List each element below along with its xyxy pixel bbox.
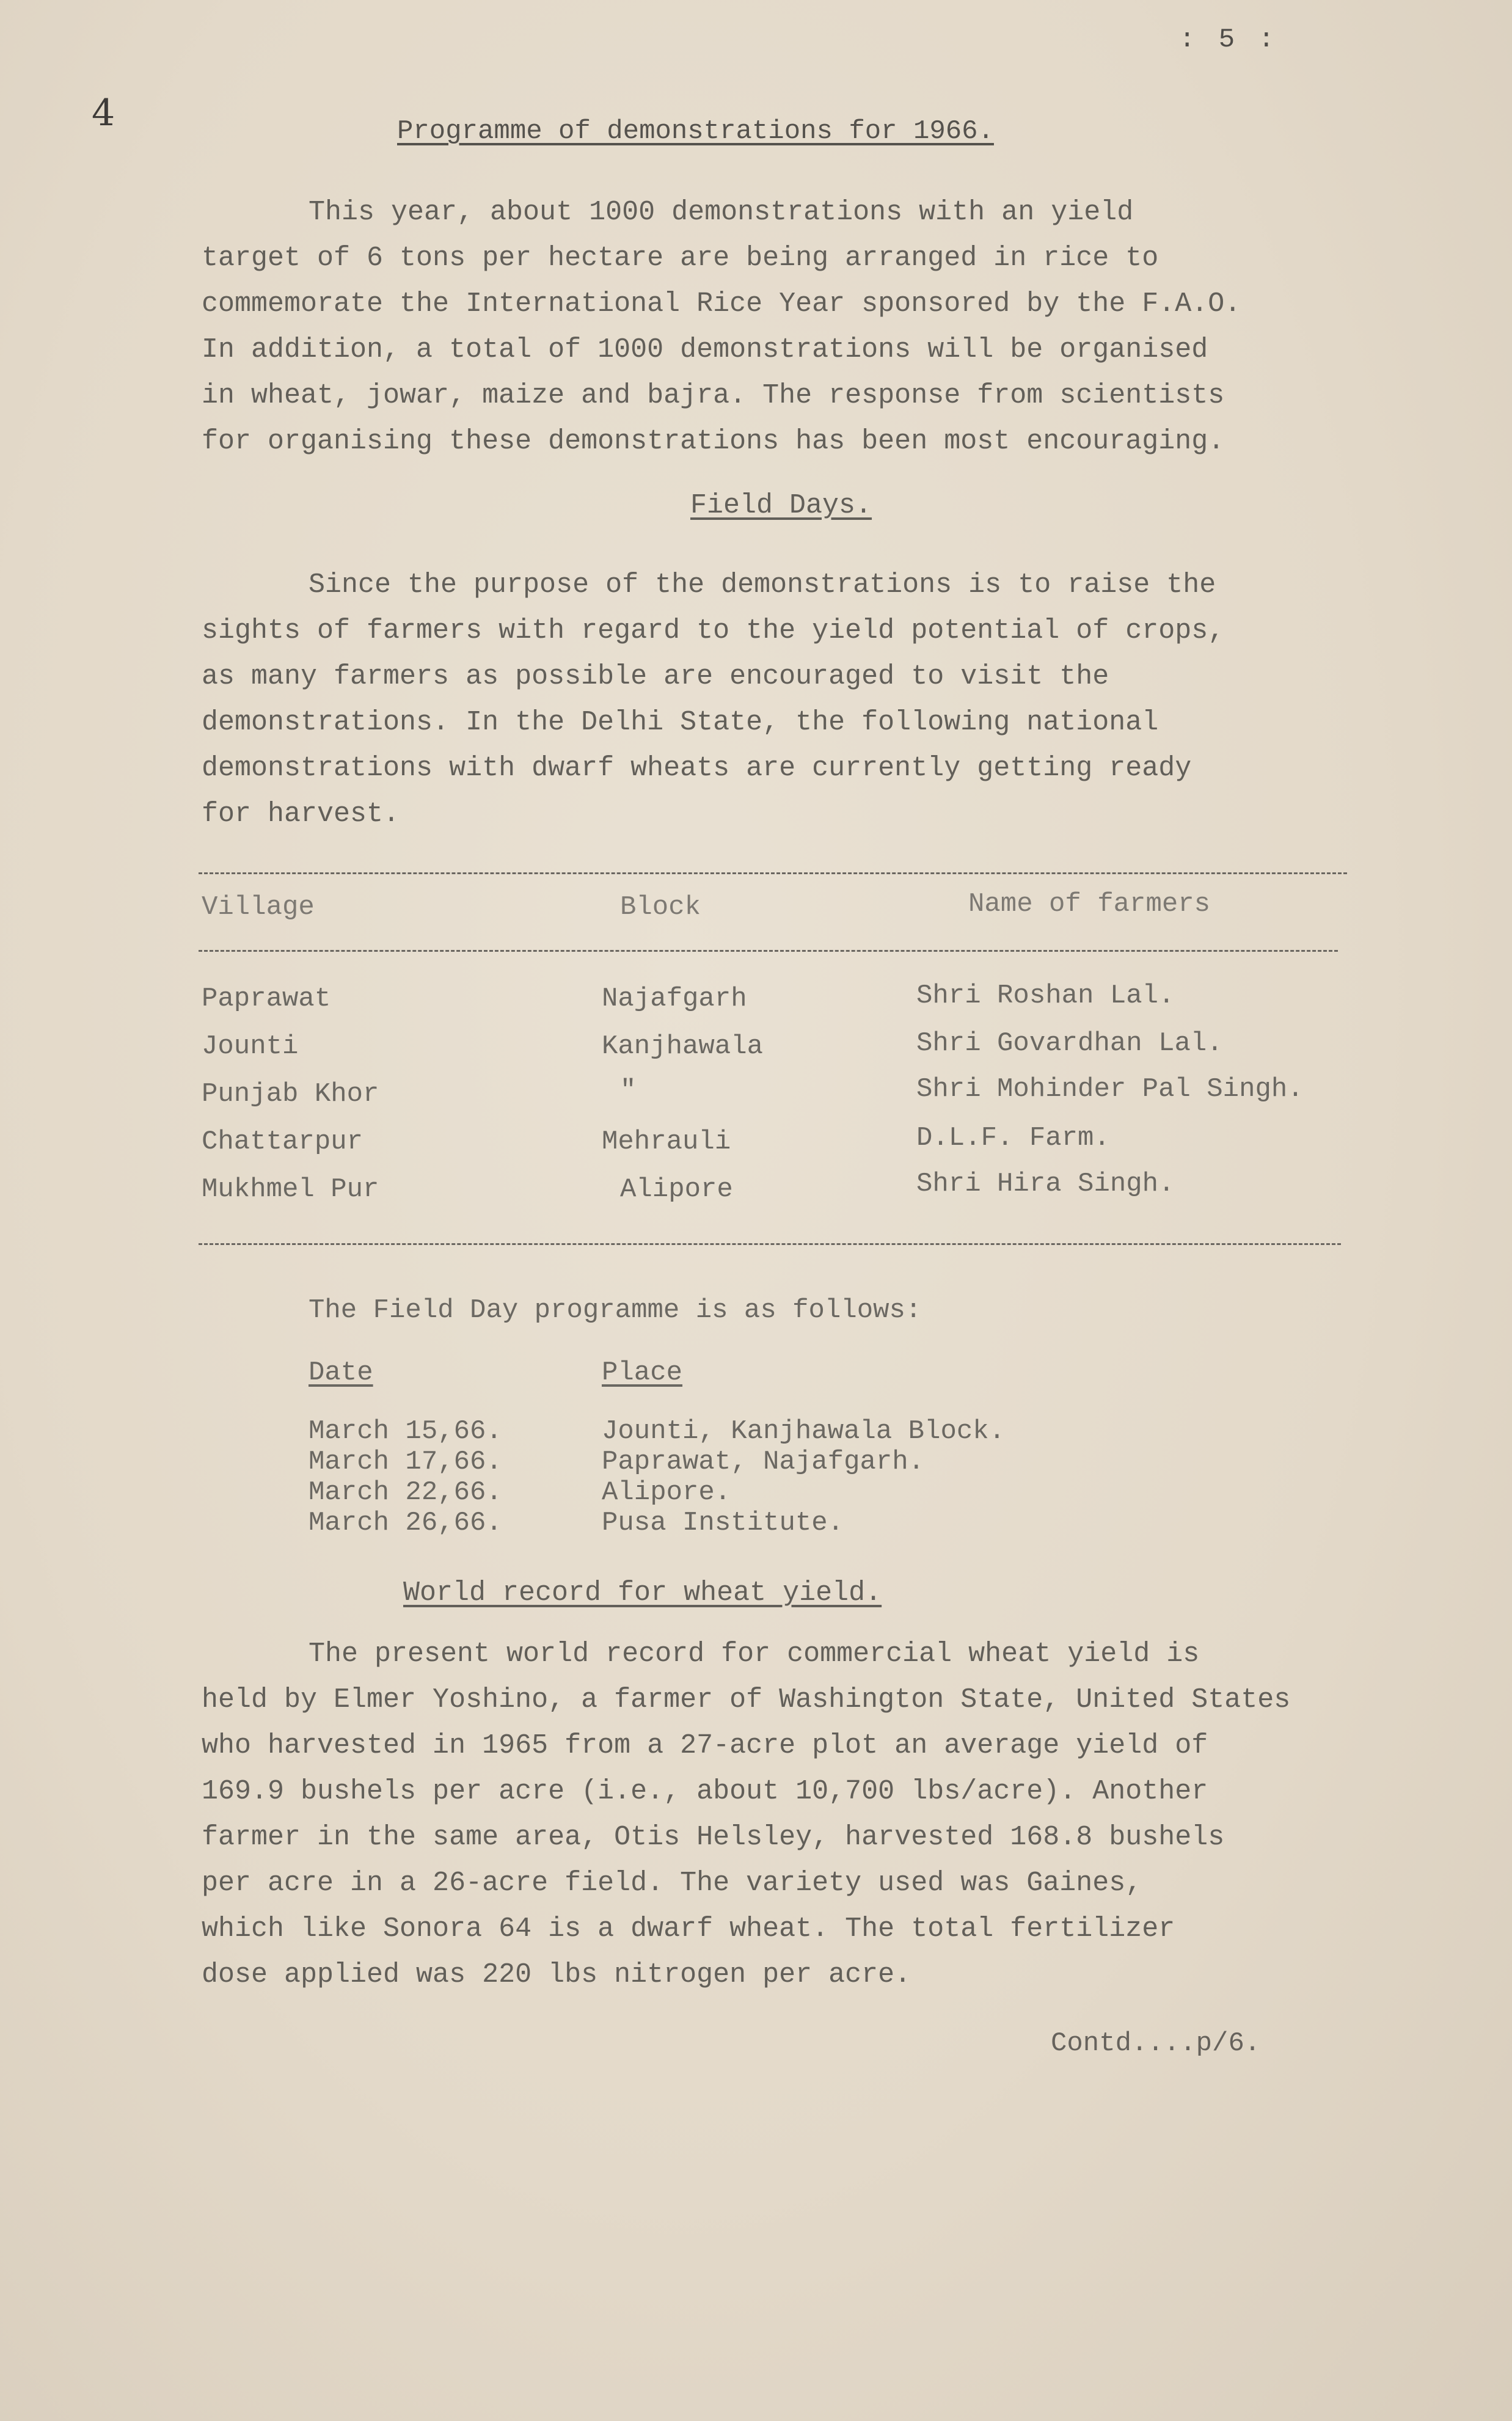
world-record-line: 169.9 bushels per acre (i.e., about 10,700 lbs/acre). Another [202,1776,1208,1807]
field-days-line: demonstrations with dwarf wheats are currently getting ready [202,753,1192,784]
field-days-line: as many farmers as possible are encouraged to visit the [202,661,1109,692]
table-cell-village: Chattarpur [202,1127,363,1157]
schedule-header-place: Place [602,1357,683,1388]
table-cell-village: Mukhmel Pur [202,1174,379,1205]
table-header-farmers: Name of farmers [968,889,1211,919]
page-number: : 5 : [1179,24,1279,55]
world-record-line: which like Sonora 64 is a dwarf wheat. The total fertilizer [202,1913,1175,1944]
table-bottom-rule [199,1243,1341,1245]
intro-line: target of 6 tons per hectare are being arranged in rice to [202,243,1159,274]
table-header-rule [199,950,1338,952]
intro-line: for organising these demonstrations has been most encouraging. [202,426,1225,457]
world-record-line: farmer in the same area, Otis Helsley, harvested 168.8 bushels [202,1822,1225,1853]
table-top-rule [199,872,1347,874]
table-cell-block: Mehrauli [602,1127,731,1157]
intro-line: This year, about 1000 demonstrations with an yield [309,197,1134,228]
schedule-place: Paprawat, Najafgarh. [602,1447,925,1477]
schedule-intro: The Field Day programme is as follows: [309,1295,922,1326]
schedule-date: March 17,66. [309,1447,502,1477]
field-days-line: for harvest. [202,798,400,830]
schedule-place: Alipore. [602,1477,731,1508]
schedule-date: March 26,66. [309,1508,502,1538]
table-cell-farmer: Shri Hira Singh. [916,1169,1175,1199]
table-cell-village: Jounti [202,1031,299,1062]
world-record-line: dose applied was 220 lbs nitrogen per acre. [202,1959,911,1990]
table-cell-farmer: Shri Mohinder Pal Singh. [916,1074,1304,1105]
corner-mark: 4 [92,92,115,134]
world-record-line: The present world record for commercial wheat yield is [309,1638,1200,1670]
field-days-line: Since the purpose of the demonstrations is to raise the [309,569,1216,601]
table-cell-farmer: Shri Roshan Lal. [916,980,1175,1011]
table-header-block: Block [620,892,701,922]
schedule-header-date: Date [309,1357,373,1388]
schedule-place: Jounti, Kanjhawala Block. [602,1416,1006,1447]
schedule-date: March 15,66. [309,1416,502,1447]
schedule-date: March 22,66. [309,1477,502,1508]
field-days-line: sights of farmers with regard to the yield potential of crops, [202,615,1225,646]
continued-note: Contd....p/6. [1051,2028,1261,2059]
schedule-place: Pusa Institute. [602,1508,844,1538]
table-cell-village: Punjab Khor [202,1079,379,1109]
intro-line: in wheat, jowar, maize and bajra. The response from scientists [202,380,1225,411]
intro-line: commemorate the International Rice Year sponsored by the F.A.O. [202,288,1241,320]
table-header-village: Village [202,892,315,922]
page-title: Programme of demonstrations for 1966. [397,116,994,147]
world-record-line: held by Elmer Yoshino, a farmer of Washington State, United States [202,1684,1291,1715]
table-cell-block: Alipore [620,1174,733,1205]
field-days-heading: Field Days. [690,490,872,521]
table-cell-block: Najafgarh [602,984,747,1014]
table-cell-block: Kanjhawala [602,1031,764,1062]
world-record-line: per acre in a 26-acre field. The variety used was Gaines, [202,1868,1142,1899]
world-record-heading: World record for wheat yield. [403,1577,882,1609]
table-cell-farmer: D.L.F. Farm. [916,1123,1110,1153]
intro-line: In addition, a total of 1000 demonstrations will be organised [202,334,1208,365]
table-cell-block: " [620,1075,637,1106]
table-cell-farmer: Shri Govardhan Lal. [916,1028,1223,1059]
world-record-line: who harvested in 1965 from a 27-acre plot an average yield of [202,1730,1208,1761]
field-days-line: demonstrations. In the Delhi State, the following national [202,707,1159,738]
table-cell-village: Paprawat [202,984,331,1014]
